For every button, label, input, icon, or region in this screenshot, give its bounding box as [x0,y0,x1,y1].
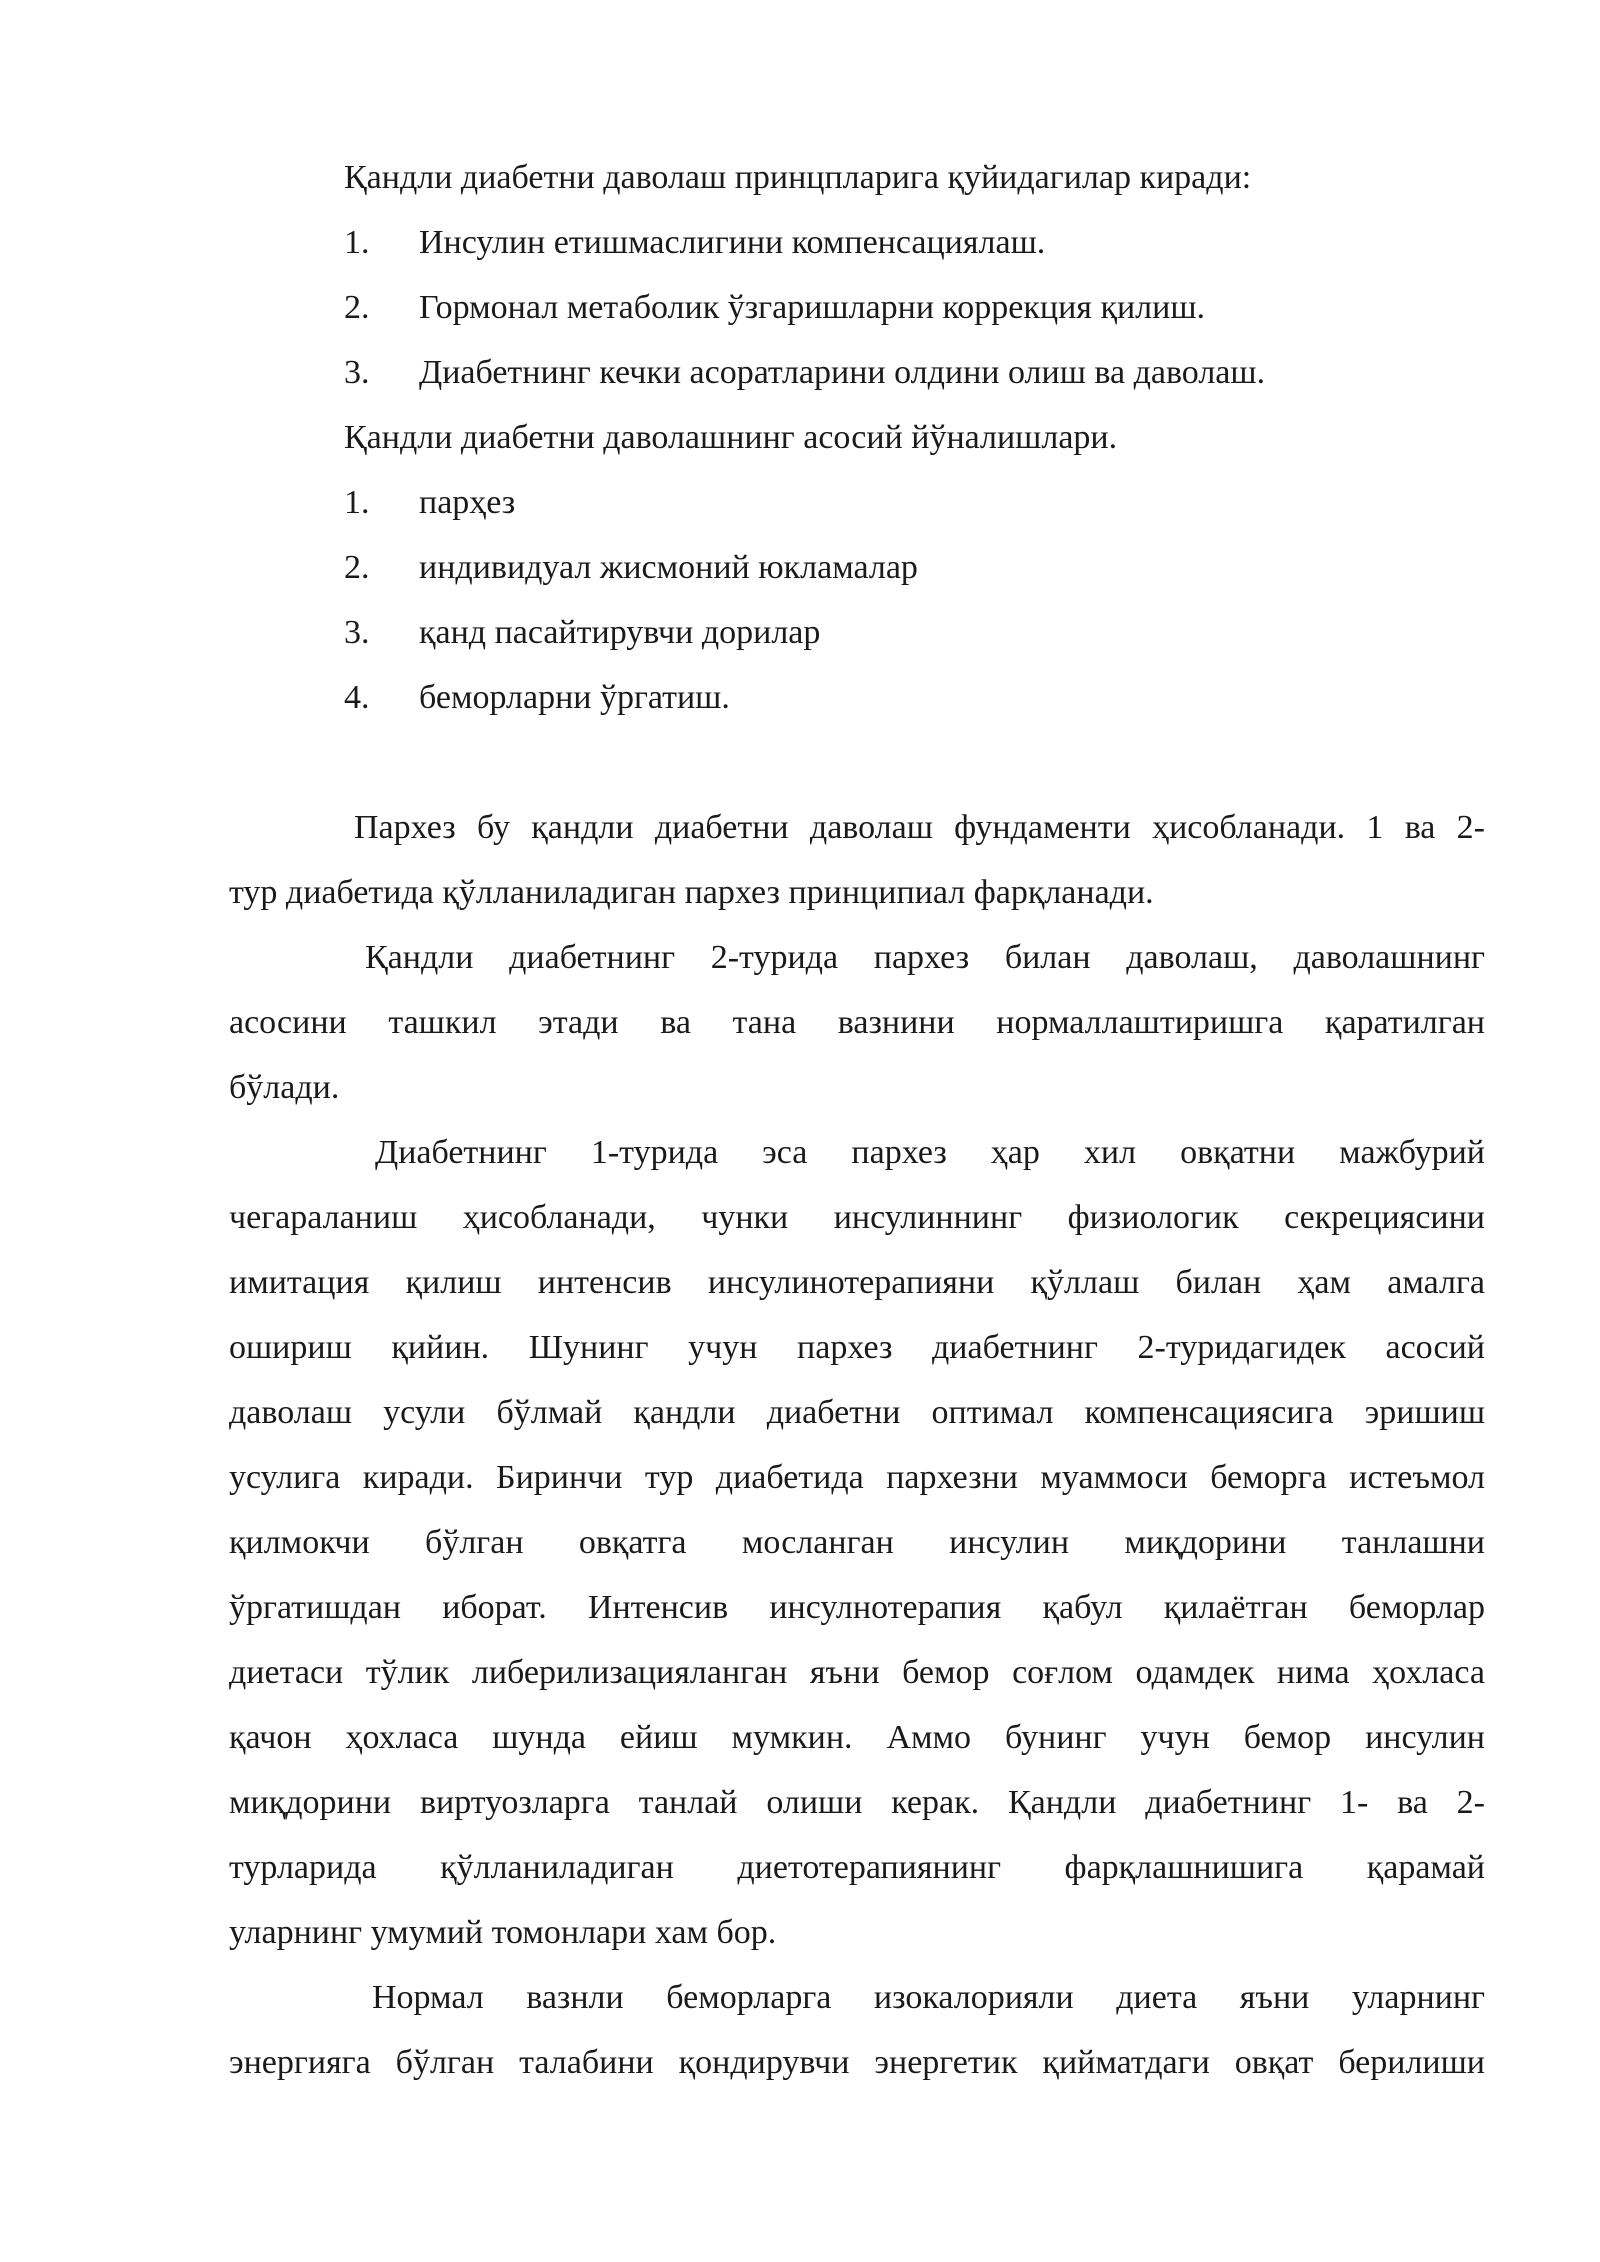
paragraph3-line-13: уларнинг умумий томонлари хам бор. [229,1914,777,1951]
section2-item-4-number: 4. [344,679,370,716]
section2-item-2-text: индивидуал жисмоний юкламалар [419,549,918,586]
section2-item-3-number: 3. [344,614,370,651]
section1-intro: Қандли диабетни даволаш принцпларига қуйидагилар киради: [344,159,1252,196]
section2-item-4-text: беморларни ўргатиш. [419,679,730,716]
paragraph4-line-2: энергияга бўлган талабини қондирувчи энергетик қийматдаги овқат берилиши [229,2044,1485,2081]
section2-item-3-text: қанд пасайтирувчи дорилар [419,614,821,651]
paragraph3-line-11: миқдорини виртуозларга танлай олиши керак. Қандли диабетнинг 1- ва 2- [229,1784,1485,1821]
paragraph3-line-4: ошириш қийин. Шунинг учун пархез диабетнинг 2-туридагидек асосий [229,1329,1485,1366]
paragraph1-line-1: Пархез бу қандли диабетни даволаш фундаменти ҳисобланади. 1 ва 2- [354,809,1485,846]
paragraph3-line-1: Диабетнинг 1-турида эса пархез ҳар хил овқатни мажбурий [375,1134,1485,1171]
section2-item-1-text: парҳез [419,484,516,521]
paragraph3-line-2: чегараланиш ҳисобланади, чунки инсулиннинг физиологик секрециясини [229,1199,1485,1236]
paragraph2-line-2: асосини ташкил этади ва тана вазнини нормаллаштиришга қаратилган [229,1004,1485,1041]
paragraph3-line-10: қачон ҳохласа шунда ейиш мумкин. Аммо бунинг учун бемор инсулин [229,1719,1485,1756]
section2-intro: Қандли диабетни даволашнинг асосий йўналишлари. [344,419,1118,456]
section1-item-3-number: 3. [344,354,370,391]
section1-item-1-number: 1. [344,224,370,261]
paragraph3-line-5: даволаш усули бўлмай қандли диабетни оптимал компенсациясига эришиш [229,1394,1485,1431]
section2-item-2-number: 2. [344,549,370,586]
section1-item-2-text: Гормонал метаболик ўзгаришларни коррекция қилиш. [419,289,1206,326]
paragraph3-line-3: имитация қилиш интенсив инсулинотерапияни қўллаш билан ҳам амалга [229,1264,1485,1301]
paragraph3-line-6: усулига киради. Биринчи тур диабетида пархезни муаммоси беморга истеъмол [229,1459,1485,1496]
paragraph2-line-3: бўлади. [229,1069,340,1106]
paragraph1-line-2: тур диабетида қўлланиладиган пархез принципиал фарқланади. [229,874,1154,911]
paragraph3-line-8: ўргатишдан иборат. Интенсив инсулнотерапия қабул қилаётган беморлар [229,1589,1485,1626]
section2-item-1-number: 1. [344,484,370,521]
paragraph2-line-1: Қандли диабетнинг 2-турида пархез билан даволаш, даволашнинг [365,939,1485,976]
paragraph3-line-12: турларида қўлланиладиган диетотерапиянинг фарқлашнишига қарамай [229,1849,1485,1886]
paragraph3-line-7: қилмокчи бўлган овқатга мосланган инсулин миқдорини танлашни [229,1524,1485,1561]
paragraph4-line-1: Нормал вазнли беморларга изокалорияли диета яъни уларнинг [372,1979,1485,2016]
paragraph3-line-9: диетаси тўлик либерилизацияланган яъни бемор соғлом одамдек нима ҳохласа [229,1654,1485,1691]
section1-item-3-text: Диабетнинг кечки асоратларини олдини олиш ва даволаш. [419,354,1266,391]
section1-item-1-text: Инсулин етишмаслигини компенсациялаш. [419,224,1046,261]
section1-item-2-number: 2. [344,289,370,326]
